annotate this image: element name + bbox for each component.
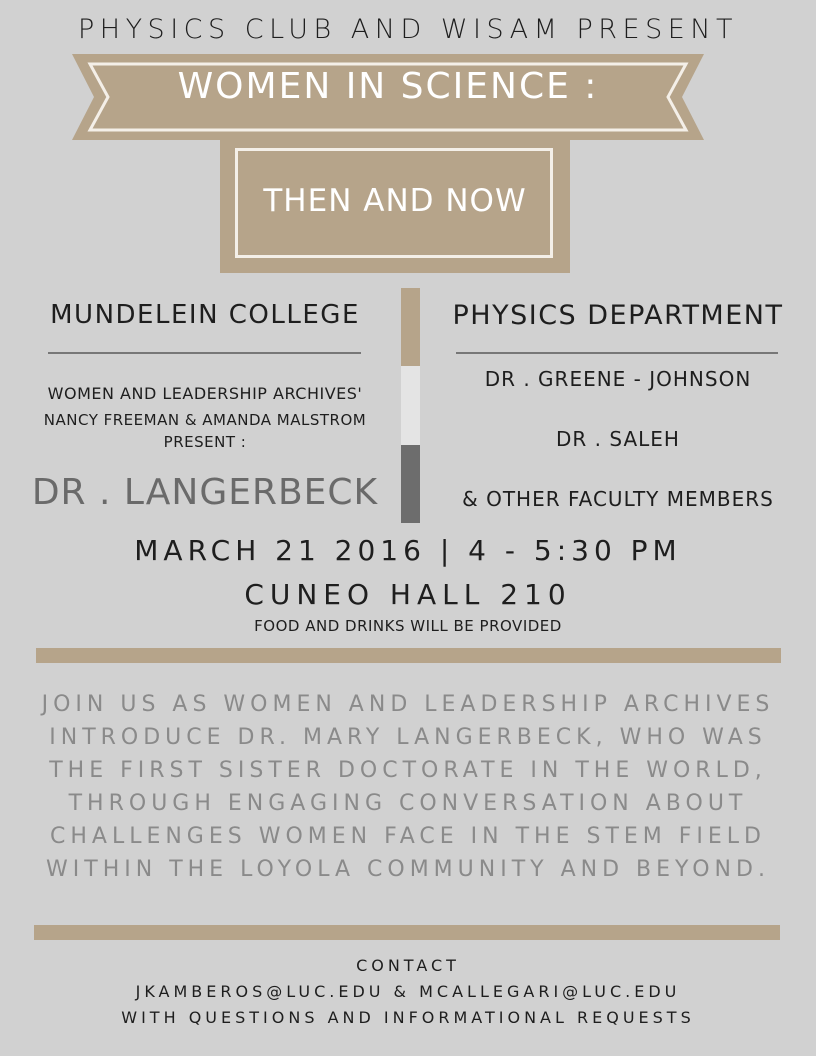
right-column-heading: PHYSICS DEPARTMENT xyxy=(452,300,784,331)
left-presenters-line-3: PRESENT : xyxy=(163,433,247,451)
right-divider xyxy=(456,352,778,354)
description-line-5: CHALLENGES WOMEN FACE IN THE STEM FIELD xyxy=(49,824,767,849)
description-line-4: THROUGH ENGAGING CONVERSATION ABOUT xyxy=(68,791,748,816)
description-line-3: THE FIRST SISTER DOCTORATE IN THE WORLD, xyxy=(49,758,767,783)
event-subtitle: THEN AND NOW xyxy=(263,183,527,219)
left-divider xyxy=(48,352,361,354)
left-column-heading: MUNDELEIN COLLEGE xyxy=(50,300,360,330)
event-title: WOMEN IN SCIENCE : xyxy=(177,66,599,107)
event-location: CUNEO HALL 210 xyxy=(244,578,572,611)
event-date-time: MARCH 21 2016 | 4 - 5:30 PM xyxy=(134,534,682,567)
left-presenters-line-2: NANCY FREEMAN & AMANDA MALSTROM xyxy=(43,411,367,429)
section-divider-bottom xyxy=(34,925,780,940)
presenters-line: PHYSICS CLUB AND WISAM PRESENT xyxy=(77,14,738,45)
right-speaker-3: & OTHER FACULTY MEMBERS xyxy=(462,487,774,511)
center-bar-segment-middle xyxy=(401,366,420,445)
contact-emails: JKAMBEROS@LUC.EDU & MCALLEGARI@LUC.EDU xyxy=(135,982,681,1001)
center-bar-segment-bottom xyxy=(401,445,420,523)
section-divider-top xyxy=(36,648,781,663)
description-line-6: WITHIN THE LOYOLA COMMUNITY AND BEYOND. xyxy=(46,857,770,882)
left-presenters-line-1: WOMEN AND LEADERSHIP ARCHIVES' xyxy=(47,384,363,403)
featured-speaker: DR . LANGERBECK xyxy=(31,472,379,513)
description-line-2: INTRODUCE DR. MARY LANGERBECK, WHO WAS xyxy=(49,725,767,750)
right-speaker-2: DR . SALEH xyxy=(556,427,680,451)
center-bar-segment-top xyxy=(401,288,420,366)
right-speaker-1: DR . GREENE - JOHNSON xyxy=(484,367,752,391)
description-line-1: JOIN US AS WOMEN AND LEADERSHIP ARCHIVES xyxy=(41,692,775,717)
event-note: FOOD AND DRINKS WILL BE PROVIDED xyxy=(254,617,562,635)
contact-note: WITH QUESTIONS AND INFORMATIONAL REQUESTS xyxy=(121,1008,695,1027)
contact-label: CONTACT xyxy=(356,956,460,975)
